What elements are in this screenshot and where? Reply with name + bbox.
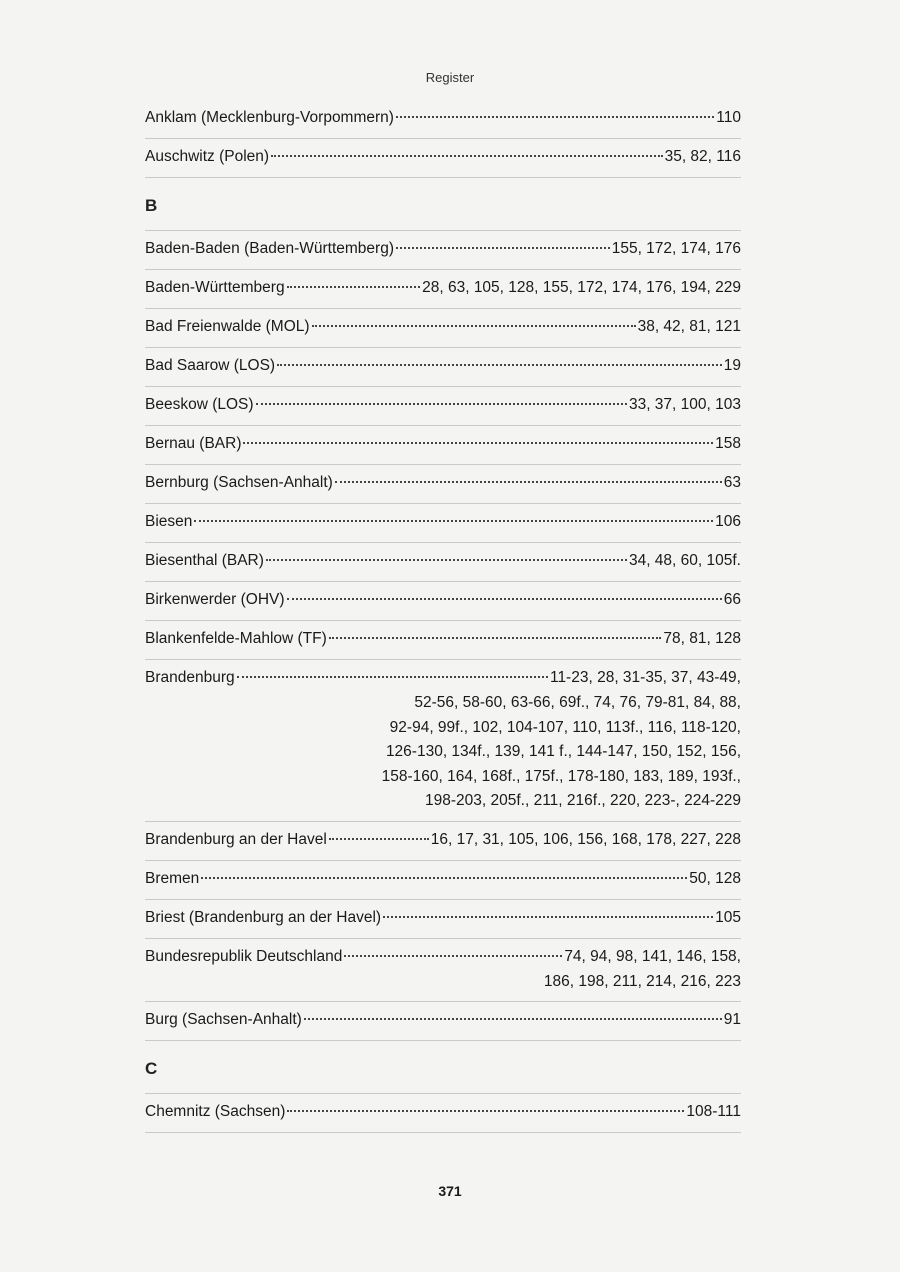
entry-name: Bernau (BAR) <box>145 435 242 452</box>
dot-leader <box>329 637 662 639</box>
index-entry <box>145 100 741 139</box>
index-entry <box>145 1002 741 1041</box>
entry-pages: 34, 48, 60, 105f. <box>628 552 741 569</box>
index-entry <box>145 504 741 543</box>
entry-pages: 19 <box>723 357 741 374</box>
index-entry-line <box>145 665 741 691</box>
index-entry <box>145 822 741 861</box>
entry-pages: 91 <box>723 1011 741 1028</box>
dot-leader <box>396 247 610 249</box>
dot-leader <box>277 364 722 366</box>
entry-name: Bad Saarow (LOS) <box>145 357 276 374</box>
entry-name: Brandenburg <box>145 669 235 686</box>
dot-leader <box>335 481 722 483</box>
entry-pages: 33, 37, 100, 103 <box>628 396 741 413</box>
entry-name: Blankenfelde-Mahlow (TF) <box>145 630 327 647</box>
entry-pages: 28, 63, 105, 128, 155, 172, 174, 176, 194, 229 <box>422 279 741 296</box>
entry-name: Biesen <box>145 513 193 530</box>
entry-pages-continued: 186, 198, 211, 214, 216, 223 <box>543 972 741 990</box>
entry-pages: 105 <box>715 908 741 926</box>
dot-leader <box>256 403 627 405</box>
dot-leader <box>243 442 713 444</box>
dot-leader <box>201 877 687 879</box>
index-entry <box>145 660 741 822</box>
entry-pages-continued: 198-203, 205f., 211, 216f., 220, 223-, 224-229 <box>425 792 741 809</box>
entry-pages: 78, 81, 128 <box>663 630 741 647</box>
entry-pages: 110 <box>716 109 741 126</box>
dot-leader <box>237 676 548 678</box>
dot-leader <box>344 955 562 957</box>
entry-name: Brandenburg an der Havel <box>145 830 327 848</box>
entry-pages-continued: 52-56, 58-60, 63-66, 69f., 74, 76, 79-81, 84, 88, <box>414 694 741 711</box>
entry-pages: 158 <box>715 435 741 452</box>
index-entry <box>145 426 741 465</box>
index-entry <box>145 861 741 900</box>
index-entry <box>145 1094 741 1133</box>
dot-leader <box>287 286 421 288</box>
dot-leader <box>329 838 429 840</box>
dot-leader <box>383 916 713 918</box>
dot-leader <box>266 559 627 561</box>
index-entry <box>145 939 741 1003</box>
entry-pages: 38, 42, 81, 121 <box>637 318 741 335</box>
entry-name: Chemnitz (Sachsen) <box>145 1103 286 1120</box>
entry-pages: 50, 128 <box>689 869 741 887</box>
index-entry <box>145 543 741 582</box>
index-entry <box>145 270 741 309</box>
dot-leader <box>396 116 714 118</box>
index-entry <box>145 465 741 504</box>
entry-name: Anklam (Mecklenburg-Vorpommern) <box>145 109 394 126</box>
dot-leader <box>304 1018 722 1020</box>
index-entry <box>145 309 741 348</box>
entry-name: Baden-Baden (Baden-Württemberg) <box>145 240 394 257</box>
entry-pages: 108-111 <box>686 1103 741 1120</box>
dot-leader <box>194 520 713 522</box>
entry-name: Bundesrepublik Deutschland <box>145 947 343 965</box>
running-header: Register <box>425 70 475 85</box>
index-entry <box>145 621 741 660</box>
index-entry <box>145 231 741 270</box>
entry-name: Bremen <box>145 869 200 887</box>
entry-pages: 63 <box>723 474 741 491</box>
index-entry <box>145 139 741 178</box>
entry-pages: 74, 94, 98, 141, 146, 158, <box>564 947 741 965</box>
dot-leader <box>287 598 722 600</box>
entry-name: Beeskow (LOS) <box>145 396 254 413</box>
dot-leader <box>312 325 636 327</box>
entry-pages-continued: 92-94, 99f., 102, 104-107, 110, 113f., 116, 118-120, <box>389 718 741 736</box>
dot-leader <box>271 155 663 157</box>
entry-pages: 35, 82, 116 <box>664 148 741 165</box>
index-entry-line <box>145 944 741 970</box>
entry-pages: 16, 17, 31, 105, 106, 156, 168, 178, 227, 228 <box>430 830 741 848</box>
entry-name: Auschwitz (Polen) <box>145 148 270 165</box>
entry-name: Baden-Württemberg <box>145 279 285 296</box>
entry-pages: 106 <box>715 513 741 530</box>
index-entry <box>145 582 741 621</box>
entry-pages: 66 <box>723 591 741 608</box>
entry-name: Briest (Brandenburg an der Havel) <box>145 908 382 926</box>
entry-name: Burg (Sachsen-Anhalt) <box>145 1011 302 1028</box>
page-number: 371 <box>438 1183 462 1199</box>
entry-name: Bernburg (Sachsen-Anhalt) <box>145 474 333 491</box>
section-letter: B <box>145 178 741 231</box>
entry-pages-continued: 126-130, 134f., 139, 141 f., 144-147, 150, 152, 156, <box>385 743 741 760</box>
section-letter: C <box>145 1041 741 1094</box>
entry-name: Birkenwerder (OHV) <box>145 591 285 608</box>
index-entry <box>145 348 741 387</box>
entry-name: Bad Freienwalde (MOL) <box>145 318 310 335</box>
entry-pages: 155, 172, 174, 176 <box>611 240 741 257</box>
index-entry <box>145 900 741 939</box>
dot-leader <box>287 1110 684 1112</box>
index-register <box>145 100 741 1133</box>
entry-name: Biesenthal (BAR) <box>145 552 264 569</box>
index-entry <box>145 387 741 426</box>
entry-pages: 11-23, 28, 31-35, 37, 43-49, <box>549 669 741 686</box>
entry-pages-continued: 158-160, 164, 168f., 175f., 178-180, 183, 189, 193f., <box>381 767 741 785</box>
